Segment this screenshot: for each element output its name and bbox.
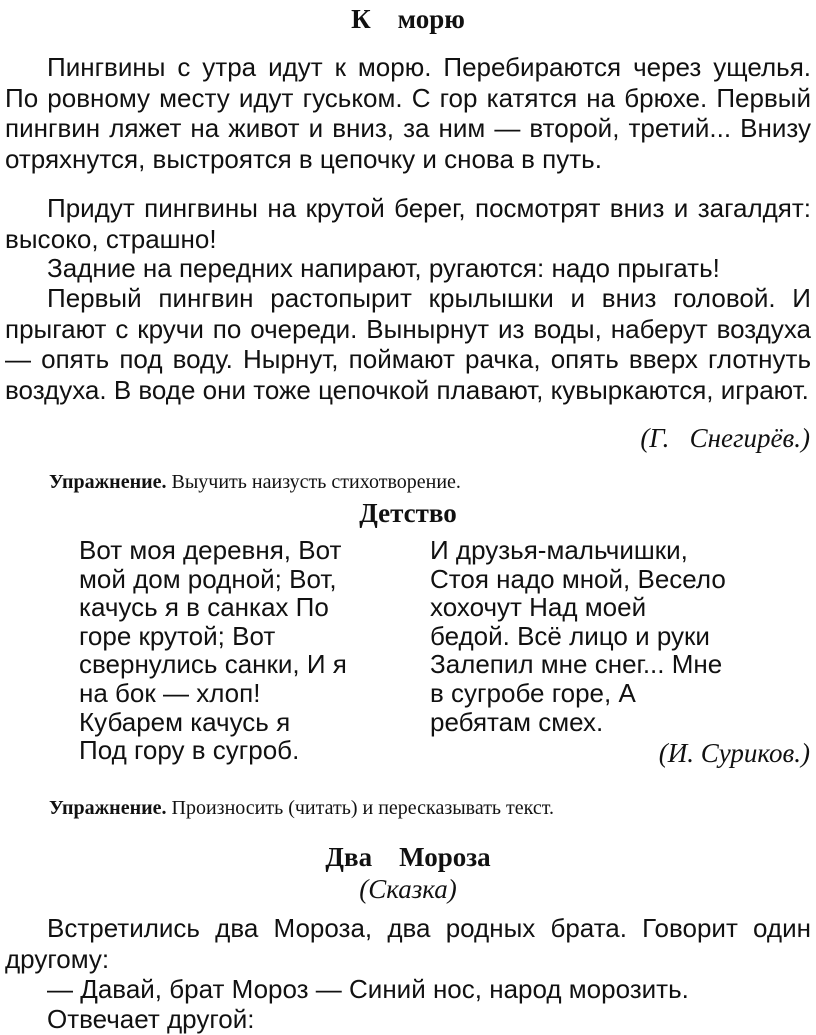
poem-title: Детство <box>359 498 457 528</box>
exercise-instruction <box>49 796 554 820</box>
poem-line: Под гору в сугроб. <box>79 735 300 766</box>
poem-column-right <box>430 536 726 736</box>
poem-line: хохочут Над моей <box>430 592 647 623</box>
exercise-text: Выучить наизусть стихотворение. <box>166 471 461 493</box>
poem-line: на бок — хлоп! <box>79 677 261 708</box>
exercise-label: Упражнение. <box>49 797 167 819</box>
poem-line: мой дом родной; Вот, <box>79 563 337 594</box>
story-paragraph: Первый пингвин растопырит крылышки и вниз головой. И прыгают с кручи по очереди. Вынырнут из воды, наберут воздуха — опять под воду. Нырнут, поймают рачка, опять вверх глотнуть воздуха. В воде они тоже цепочкой плавают, кувыркаются, играют. <box>5 283 811 405</box>
story-paragraph: Задние на передних напирают, ругаются: надо прыгать! <box>47 253 720 283</box>
tale-dialogue-line: — Давай, брат Мороз — Синий нос, народ морозить. <box>47 974 689 1004</box>
poem-line: И друзья-мальчишки, <box>430 535 688 565</box>
poem-line: качусь я в санках По <box>79 592 329 623</box>
poem-line: Кубарем качусь я <box>79 706 291 737</box>
story-paragraph: Придут пингвины на крутой берег, посмотрят вниз и загалдят: высоко, страшно! <box>5 193 811 254</box>
exercise-instruction <box>49 470 461 494</box>
poem-attribution: (И. Суриков.) <box>658 738 810 768</box>
poem-line: бедой. Всё лицо и руки <box>430 620 710 651</box>
poem-line: горе крутой; Вот <box>79 620 276 651</box>
story-title: К морю <box>351 4 465 34</box>
exercise-label: Упражнение. <box>49 471 167 493</box>
tale-paragraph: Встретились два Мороза, два родных брата. Говорит один другому: <box>5 913 811 974</box>
poem-line: ребятам смех. <box>430 706 604 737</box>
story-paragraph: Пингвины с утра идут к морю. Перебираются через ущелья. По ровному месту идут гуськом. С гор катятся на брюхе. Первый пингвин ляжет на живот и вниз, за ним — второй, третий... Внизу отряхнутся, выстроятся в цепочку и снова в путь. <box>5 52 811 174</box>
poem-line: свернулись санки, И я <box>79 649 347 680</box>
tale-title: Два Мороза <box>325 842 491 872</box>
poem-column-left <box>79 536 347 765</box>
poem-line: Стоя надо мной, Весело <box>430 563 726 594</box>
exercise-text: Произносить (читать) и пересказывать текст. <box>166 797 555 819</box>
tale-subtitle: (Сказка) <box>359 874 457 904</box>
tale-line: Отвечает другой: <box>47 1004 255 1034</box>
poem-line: в сугробе горе, А <box>430 677 636 708</box>
poem-line: Залепил мне снег... Мне <box>430 649 723 680</box>
poem-line: Вот моя деревня, Вот <box>79 535 342 565</box>
story-attribution: (Г. Снегирёв.) <box>640 423 810 453</box>
